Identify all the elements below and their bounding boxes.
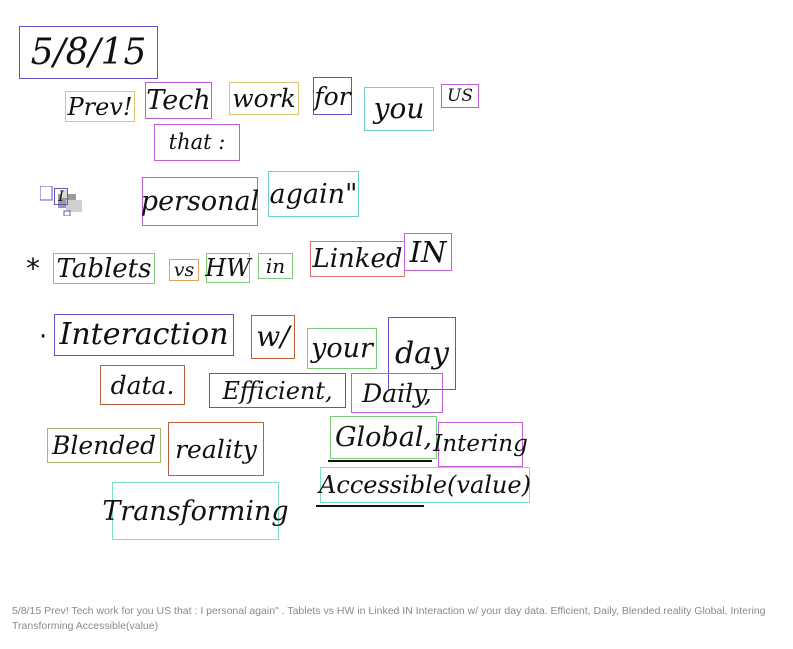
word-box-reality[interactable]: reality [168, 422, 264, 476]
word-box-tablets[interactable]: Tablets [53, 253, 155, 284]
word-box-us[interactable]: US [441, 84, 479, 108]
word-box-daily[interactable]: Daily, [351, 373, 443, 413]
bullet-marker: · [39, 322, 48, 352]
word-box-personal[interactable]: personal [142, 177, 258, 226]
word-box-day[interactable]: day [388, 317, 456, 390]
word-box-i-marker[interactable]: I [54, 188, 68, 205]
accessible-underline [316, 505, 424, 507]
word-box-global[interactable]: Global, [330, 416, 437, 459]
word-box-transforming[interactable]: Transforming [112, 482, 279, 540]
word-box-for[interactable]: for [313, 77, 352, 115]
word-box-again[interactable]: again" [268, 171, 359, 217]
word-box-vs[interactable]: vs [169, 259, 199, 281]
word-box-prev[interactable]: Prev! [65, 91, 135, 122]
scribble-thumbnail-icon [40, 186, 96, 216]
word-box-you[interactable]: you [364, 87, 434, 131]
word-box-in[interactable]: in [258, 253, 293, 279]
transcript-text: 5/8/15 Prev! Tech work for you US that : I personal again" . Tablets vs HW in Linked IN Interaction w/ your day data. Efficient, Daily, Blended reality Global, Intering Transforming Accessible(value) [12, 605, 766, 632]
word-box-in-caps[interactable]: IN [404, 233, 452, 271]
star-marker: * [26, 252, 40, 285]
word-box-linked[interactable]: Linked [310, 241, 405, 277]
global-underline [328, 460, 432, 462]
word-box-blended[interactable]: Blended [47, 428, 161, 463]
word-box-your[interactable]: your [307, 328, 377, 369]
word-box-accessible[interactable]: Accessible(value) [320, 467, 530, 503]
word-box-hw[interactable]: HW [205, 254, 251, 282]
word-box-work[interactable]: work [229, 82, 299, 115]
word-box-efficient[interactable]: Efficient, [209, 373, 346, 408]
word-box-data[interactable]: data. [100, 365, 185, 405]
word-box-date[interactable]: 5/8/15 [19, 26, 158, 79]
word-box-tech[interactable]: Tech [145, 82, 212, 119]
word-box-interaction[interactable]: Interaction [54, 314, 234, 356]
word-box-that[interactable]: that : [154, 124, 240, 161]
word-box-w[interactable]: w/ [251, 315, 295, 359]
word-box-intering[interactable]: Intering [438, 422, 523, 467]
